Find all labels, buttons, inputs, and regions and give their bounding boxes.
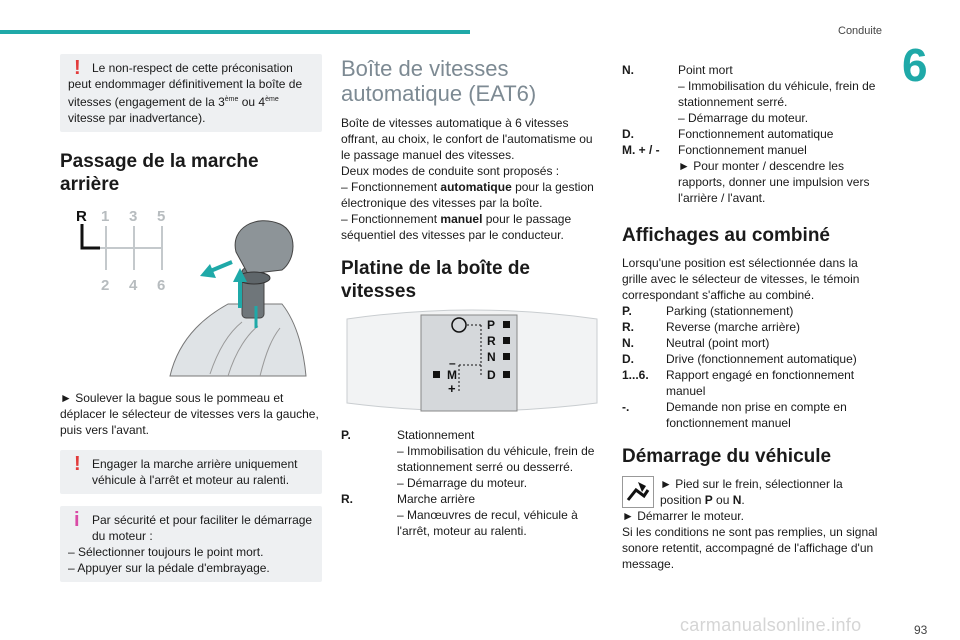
indicator-p xyxy=(503,321,510,328)
gear-grid xyxy=(76,208,165,294)
legend-item-d xyxy=(622,126,884,142)
start-engine: ► Démarrer le moteur. xyxy=(622,509,744,523)
start-step xyxy=(622,476,884,508)
display-intro: Lorsqu'une position est sélectionnée dans la grille avec le sélecteur de vitesses, le témoin correspondant s'affiche au combiné. xyxy=(622,256,860,302)
display-title: Affichages au combiné xyxy=(622,225,830,246)
indicator-m xyxy=(433,371,440,378)
middle-column xyxy=(341,56,603,539)
legend-key: M. + / - xyxy=(622,143,660,157)
info-item-1: – Sélectionner toujours le point mort. xyxy=(68,545,264,559)
warning-icon: ! xyxy=(74,453,81,475)
platine-title-line1: Platine de la boîte de xyxy=(341,258,530,279)
display-item: -. Demande non prise en compte en fonctionnement manuel xyxy=(622,400,847,430)
reverse-instruction: ► Soulever la bague sous le pommeau et déplacer le sélecteur de vitesses vers la gauche, puis vers l'avant. xyxy=(60,391,319,437)
platine-title xyxy=(341,257,603,303)
display-item: N. Neutral (point mort) xyxy=(622,336,770,350)
legend-line: Stationnement xyxy=(397,428,475,442)
legend-item-n xyxy=(622,62,884,126)
mode-manual: – Fonctionnement manuel pour le passage séquentiel des vitesses par le conducteur. xyxy=(341,212,572,242)
legend-item-p xyxy=(341,427,603,491)
legend-line: Point mort xyxy=(678,63,733,77)
warning-box-gearbox-damage xyxy=(60,54,322,132)
reverse-title xyxy=(60,150,322,196)
warning-reverse-text: Engager la marche arrière uniquement véhicule à l'arrêt et moteur au ralenti. xyxy=(92,457,298,487)
section-name: Conduite xyxy=(838,25,883,37)
info-item-2: – Appuyer sur la pédale d'embrayage. xyxy=(68,561,270,575)
legend-key: R. xyxy=(341,492,353,506)
warning-icon: ! xyxy=(74,57,81,79)
top-accent-bar xyxy=(0,30,470,34)
display-list xyxy=(622,303,884,431)
gear-selector-plate xyxy=(341,307,603,417)
legend-line: Fonctionnement manuel xyxy=(678,143,807,157)
indicator-r xyxy=(503,337,510,344)
legend-item-r xyxy=(341,491,603,539)
info-box-start xyxy=(60,506,322,582)
gear-6-label: 6 xyxy=(157,277,166,294)
start-step-text: ► Pied sur le frein, sélectionner la position P ou N. xyxy=(660,477,843,507)
info-icon: i xyxy=(74,509,80,531)
display-item: 1...6. Rapport engagé en fonctionnement manuel xyxy=(622,368,855,398)
selector-n: N xyxy=(487,350,496,364)
reverse-title-line2: arrière xyxy=(60,174,120,195)
eat6-title-line1: Boîte de vitesses xyxy=(341,56,509,81)
legend-key: N. xyxy=(622,63,634,77)
page-number: 93 xyxy=(914,623,928,637)
selector-m: M xyxy=(447,368,457,382)
legend-line: – Manœuvres de recul, véhicule à l'arrêt, moteur au ralenti. xyxy=(397,508,578,538)
platine-legend-continued xyxy=(622,62,884,206)
gear-4-label: 4 xyxy=(129,277,138,294)
indicator-n xyxy=(503,353,510,360)
legend-line: – Démarrage du moteur. xyxy=(678,111,809,125)
legend-key: D. xyxy=(622,127,634,141)
mode-auto: – Fonctionnement automatique pour la gestion électronique des vitesses par la boîte. xyxy=(341,180,594,210)
eat6-title-line2: automatique (EAT6) xyxy=(341,81,537,106)
reverse-path xyxy=(82,224,100,248)
chapter-number: 6 xyxy=(902,39,928,91)
gear-5-label: 5 xyxy=(157,208,166,225)
legend-line: – Immobilisation du véhicule, frein de stationnement serré. xyxy=(678,79,876,109)
info-intro: Par sécurité et pour faciliter le démarrage du moteur : xyxy=(92,513,313,543)
eat6-intro: Boîte de vitesses automatique à 6 vitesses offrant, au choix, le confort de l'automatisme ou le passage manuel des vitesses. xyxy=(341,116,593,162)
legend-key: P. xyxy=(341,428,351,442)
selector-plus: + xyxy=(448,381,456,396)
gear-lever-drawing xyxy=(170,221,306,376)
warning-box-reverse xyxy=(60,450,322,494)
selector-minus: – xyxy=(449,356,456,370)
left-column xyxy=(60,54,322,582)
reverse-gear-illustration xyxy=(60,204,322,384)
start-title: Démarrage du véhicule xyxy=(622,446,832,467)
gear-1-label: 1 xyxy=(101,208,110,225)
eat6-modes: Deux modes de conduite sont proposés : xyxy=(341,164,560,178)
display-item: P. Parking (stationnement) xyxy=(622,304,794,318)
platine-legend xyxy=(341,427,603,539)
gear-3-label: 3 xyxy=(129,208,138,225)
legend-line: Fonctionnement automatique xyxy=(678,127,834,141)
selector-r: R xyxy=(487,334,496,348)
selector-d: D xyxy=(487,368,496,382)
legend-line: – Immobilisation du véhicule, frein de stationnement serré ou desserré. xyxy=(397,444,595,474)
selector-p: P xyxy=(487,318,496,332)
foot-on-brake-icon xyxy=(622,476,654,508)
watermark: carmanualsonline.info xyxy=(680,615,862,635)
eat6-title xyxy=(341,56,603,106)
warning-text: Le non-respect de cette préconisation peut endommager définitivement la boîte de vitesses (engagement de la 3ème ou 4ème vitesse par inadvertance). xyxy=(68,61,303,125)
gear-2-label: 2 xyxy=(101,277,110,294)
legend-item-m xyxy=(622,142,884,206)
reverse-title-line1: Passage de la marche xyxy=(60,151,259,172)
display-item: D. Drive (fonctionnement automatique) xyxy=(622,352,857,366)
gear-r-label: R xyxy=(76,208,87,225)
right-column xyxy=(622,62,884,572)
start-warning: Si les conditions ne sont pas remplies, un signal sonore retentit, accompagné de l'affichage d'un message. xyxy=(622,525,878,571)
legend-line: Marche arrière xyxy=(397,492,476,506)
platine-title-line2: vitesses xyxy=(341,281,417,302)
indicator-d xyxy=(503,371,510,378)
legend-line: – Démarrage du moteur. xyxy=(397,476,528,490)
display-item: R. Reverse (marche arrière) xyxy=(622,320,801,334)
legend-line: ► Pour monter / descendre les rapports, donner une impulsion vers l'arrière / l'avant. xyxy=(678,159,870,205)
